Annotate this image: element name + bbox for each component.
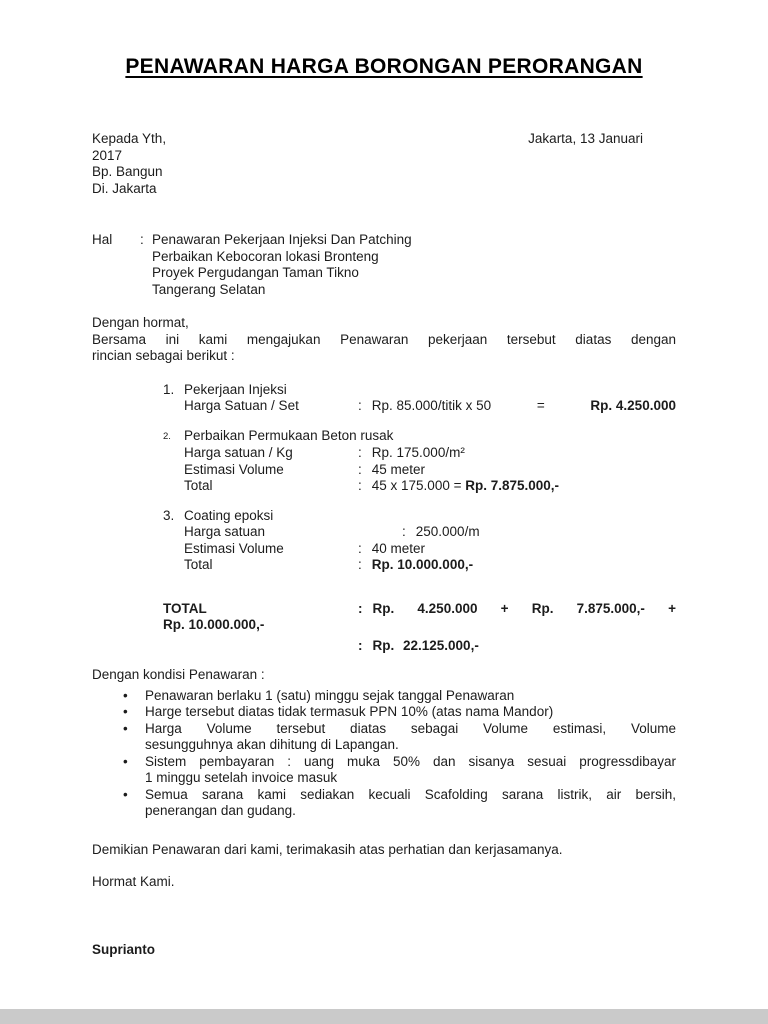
closing-regards: Hormat Kami. [92,874,175,889]
condition-text: Penawaran berlaku 1 (satu) minggu sejak tanggal Penawaran [145,687,515,703]
item-3-volume-row [184,541,676,558]
condition-text: Harga Volume tersebut diatas sebagai Volume estimasi, Volume [145,720,676,736]
detail-colon: : [358,461,362,477]
bullet-icon: • [123,687,128,703]
signature-name: Suprianto [92,941,155,957]
work-item-3-name-row [163,508,676,525]
condition-text: penerangan dan gudang. [145,803,296,818]
item-number: 3. [163,507,175,523]
subject-lines [152,232,412,298]
work-item-2-name-row [163,428,676,446]
estimated-volume: 45 meter [371,461,426,477]
conditions-title: Dengan kondisi Penawaran : [92,667,265,682]
work-item-1 [92,382,676,415]
item-3-price-row [184,524,676,541]
item-2-total: Rp. 7.875.000,- [465,478,560,493]
work-item-3 [92,508,676,574]
condition-text: sesungguhnya akan dihitung di Lapangan. [145,737,399,752]
item-name: Coating epoksi [184,507,274,523]
detail-label: Harga satuan / Kg [184,445,293,460]
intro-line-1: Bersama ini kami mengajukan Penawaran pekerjaan tersebut diatas dengan [92,331,676,347]
letter-content [92,0,676,958]
item-number: 1. [163,381,175,397]
closing-thanks: Demikian Penawaran dari kami, terimakasih atas perhatian dan kerjasamanya. [92,841,563,857]
intro-block [92,315,676,365]
detail-label: Harga Satuan / Set [184,398,299,413]
item-3-total: Rp. 10.000.000,- [371,557,474,572]
letter-date: Jakarta, 13 Januari [528,131,643,146]
intro-line-2: rincian sebagai berikut : [92,348,235,363]
item-2-total-row [184,478,676,495]
detail-label: Total [184,557,213,572]
condition-item [92,721,676,754]
address-block [92,131,676,197]
address-line-1 [92,131,676,148]
subject-colon: : [140,232,144,247]
page-edge-bar [0,1009,768,1024]
letter-date-year: 2017 [92,147,123,163]
condition-item [92,754,676,787]
detail-colon: : [358,445,362,460]
item-number: 2. [163,430,171,442]
condition-text: Sistem pembayaran : uang muka 50% dan sisanya sesuai progressdibayar [145,753,676,769]
work-item-2 [92,428,676,495]
item-1-total: Rp. 4.250.000 [590,398,676,413]
conditions-list [92,688,676,820]
bullet-icon: • [123,704,128,719]
subject-block [92,232,676,298]
unit-price: Rp. 175.000/m² [371,445,465,460]
salutation: Dengan hormat, [92,315,189,330]
calculation: 45 x 175.000 = [371,478,462,493]
subject-line: Proyek Pergudangan Taman Tikno [152,265,359,280]
detail-colon: : [358,478,362,493]
condition-text: 1 minggu setelah invoice masuk [145,770,338,785]
condition-item [92,787,676,820]
estimated-volume: 40 meter [371,540,426,556]
grand-total-colon: : [358,637,363,653]
item-2-price-row [184,445,676,462]
unit-price: 250.000/m [415,524,480,539]
item-2-volume-row [184,462,676,479]
detail-label: Estimasi Volume [184,461,284,477]
condition-item [92,688,676,705]
item-name: Perbaikan Permukaan Beton rusak [184,427,394,443]
bullet-icon: • [123,786,128,802]
recipient-city: Di. Jakarta [92,180,157,196]
total-calculation [372,478,559,495]
detail-colon: : [358,557,362,572]
subject-line: Penawaran Pekerjaan Injeksi Dan Patching [152,232,412,247]
grand-total-row [163,638,676,655]
grand-total-amount: Rp. 22.125.000,- [372,637,479,653]
total-label: TOTAL [163,600,207,616]
item-1-price-row [184,398,676,415]
subject-line: Tangerang Selatan [152,281,266,297]
bullet-icon: • [123,753,128,769]
detail-label: Harga satuan [184,524,266,539]
condition-text: Semua sarana kami sediakan kecuali Scafolding sarana listrik, air bersih, [145,786,676,802]
item-name: Pekerjaan Injeksi [184,381,287,397]
equals-sign: = [536,398,545,413]
detail-colon: : [358,540,362,556]
unit-price: Rp. 85.000/titik x 50 [371,398,492,413]
detail-colon: : [402,524,406,539]
subject-line: Perbaikan Kebocoran lokasi Bronteng [152,248,379,264]
total-sum-row [163,601,676,618]
grand-total-block [92,601,676,655]
subject-label: Hal [92,232,113,247]
total-sum-line-1: Rp. 4.250.000 + Rp. 7.875.000,- + [372,600,676,616]
work-item-1-name-row [163,382,676,399]
detail-label: Estimasi Volume [184,540,284,556]
item-3-total-row [184,557,676,574]
total-sum-line-2: Rp. 10.000.000,- [163,617,265,632]
condition-text: Harge tersebut diatas tidak termasuk PPN 10% (atas nama Mandor) [145,704,554,719]
total-colon: : [358,600,363,616]
letter-title-text: PENAWARAN HARGA BORONGAN PERORANGAN [125,55,643,78]
total-label-spacer [163,638,358,655]
condition-item [92,704,676,721]
bullet-icon: • [123,720,128,736]
detail-value [372,398,676,415]
letter-title [92,55,676,79]
detail-colon: : [358,398,362,413]
recipient-salutation: Kepada Yth, [92,131,167,146]
recipient-name: Bp. Bangun [92,164,163,179]
detail-label: Total [184,478,213,493]
